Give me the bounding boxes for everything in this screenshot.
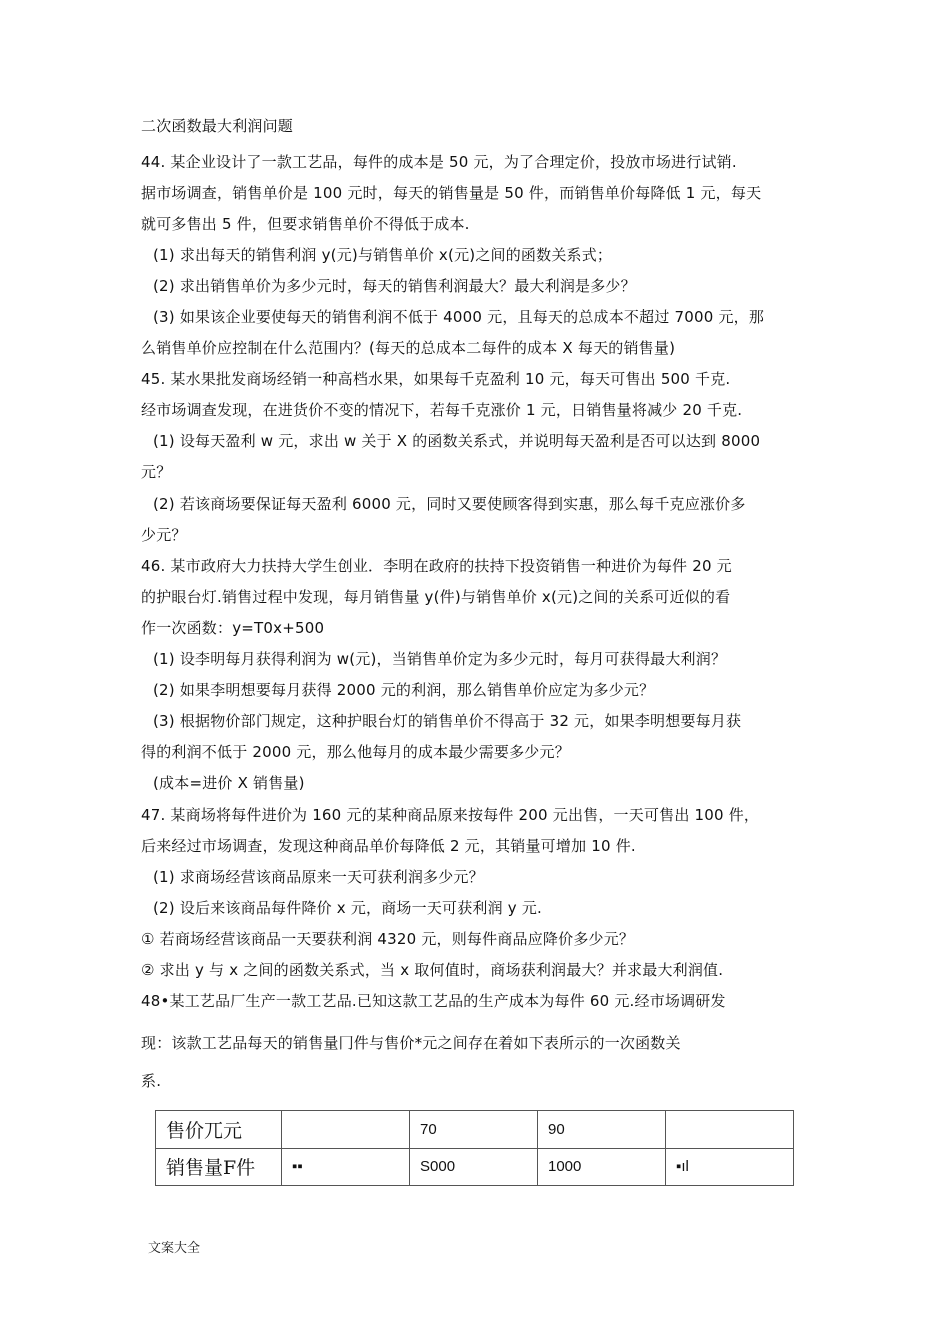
text-line: (2) 如果李明想要每月获得 2000 元的利润，那么销售单价应定为多少元？ — [153, 681, 655, 699]
text-line: 的护眼台灯.销售过程中发现，每月销售量 y(件)与销售单价 x(元)之间的关系可近似的看 — [141, 588, 731, 606]
text-line: (2) 若该商场要保证每天盈利 6000 元，同时又要使顾客得到实惠，那么每千克应涨价多 — [153, 495, 746, 513]
text-line: 46. 某市政府大力扶持大学生创业．李明在政府的扶持下投资销售一种进价为每件 20 元 — [141, 557, 732, 575]
table-cell: 1000 — [538, 1148, 666, 1186]
table-cell: 70 — [410, 1111, 538, 1149]
text-line: 作一次函数：y=T0x+500 — [141, 619, 325, 637]
table-cell: S000 — [410, 1148, 538, 1186]
table-row — [156, 1111, 794, 1149]
text-line: (1) 求商场经营该商品原来一天可获利润多少元？ — [153, 868, 484, 886]
text-line: ② 求出 y 与 x 之间的函数关系式，当 x 取何值时，商场获利润最大？并求最大利润值. — [141, 961, 724, 979]
text-line: ① 若商场经营该商品一天要获利润 4320 元，则每件商品应降价多少元？ — [141, 930, 635, 948]
table-cell: 90 — [538, 1111, 666, 1149]
text-line: (1) 设每天盈利 w 元，求出 w 关于 X 的函数关系式，并说明每天盈利是否可以达到 8000 — [153, 432, 761, 450]
table-row — [156, 1148, 794, 1186]
text-line: (3) 根据物价部门规定，这种护眼台灯的销售单价不得高于 32 元，如果李明想要每月获 — [153, 712, 742, 730]
text-line: 系. — [141, 1072, 162, 1090]
table-cell — [282, 1111, 410, 1149]
table-cell — [666, 1111, 794, 1149]
text-line: 44. 某企业设计了一款工艺品，每件的成本是 50 元，为了合理定价，投放市场进行试销. — [141, 153, 737, 171]
text-line: (3) 如果该企业要使每天的销售利润不低于 4000 元，且每天的总成本不超过 7000 元，那 — [153, 308, 765, 326]
text-line: 么销售单价应控制在什么范围内？(每天的总成本二每件的成本 X 每天的销售量) — [141, 339, 676, 357]
text-line: (1) 求出每天的销售利润 y(元)与销售单价 x(元)之间的函数关系式； — [153, 246, 613, 264]
page-footer: 文案大全 — [148, 1241, 201, 1256]
text-line: 得的利润不低于 2000 元，那么他每月的成本最少需要多少元？ — [141, 743, 570, 761]
text-line: 少元？ — [141, 526, 187, 544]
text-line: 45. 某水果批发商场经销一种高档水果，如果每千克盈利 10 元，每天可售出 500 千克. — [141, 370, 731, 388]
text-line: (1) 设李明每月获得利润为 w(元)，当销售单价定为多少元时，每月可获得最大利润？ — [153, 650, 727, 668]
page-title: 二次函数最大利润问题 — [141, 117, 294, 135]
price-sales-table — [155, 1110, 794, 1186]
text-line: 后来经过市场调查，发现这种商品单价每降低 2 元，其销量可增加 10 件. — [141, 837, 636, 855]
text-line: 据市场调查，销售单价是 100 元时，每天的销售量是 50 件，而销售单价每降低 1 元，每天 — [141, 184, 762, 202]
text-line: 48•某工艺品厂生产一款工艺品.已知这款工艺品的生产成本为每件 60 元.经市场调研发 — [141, 992, 726, 1010]
table-cell: ▪▪ — [282, 1148, 410, 1186]
text-line: 现：该款工艺品每天的销售量冂件与售价*元之间存在着如下表所示的一次函数关 — [141, 1034, 681, 1052]
table-cell: ▪ıl — [666, 1148, 794, 1186]
table-cell: 销售量F件 — [156, 1148, 282, 1186]
text-line: (2) 求出销售单价为多少元时，每天的销售利润最大？最大利润是多少？ — [153, 277, 636, 295]
text-line: 就可多售出 5 件，但要求销售单价不得低于成本. — [141, 215, 470, 233]
text-line: 元？ — [141, 463, 172, 481]
text-line: 47. 某商场将每件进价为 160 元的某种商品原来按每件 200 元出售，一天可售出 100 件， — [141, 806, 760, 824]
table-cell: 售价兀元 — [156, 1111, 282, 1149]
text-line: (2) 设后来该商品每件降价 x 元，商场一天可获利润 y 元. — [153, 899, 543, 917]
text-line: (成本=进价 X 销售量) — [153, 774, 305, 792]
text-line: 经市场调查发现，在进货价不变的情况下，若每千克涨价 1 元，日销售量将减少 20 千克. — [141, 401, 743, 419]
